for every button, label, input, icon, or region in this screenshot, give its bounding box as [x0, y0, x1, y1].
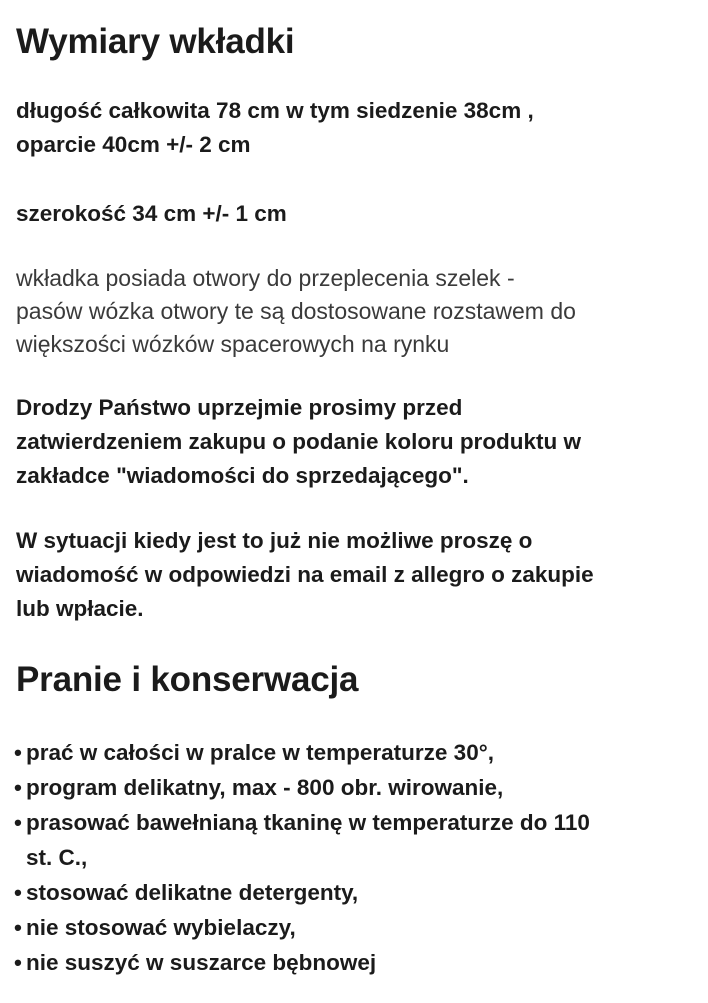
list-item [16, 770, 590, 805]
color-request-paragraph [16, 391, 581, 493]
holes-paragraph [16, 262, 576, 361]
text-line: zakładce "wiadomości do sprzedającego". [16, 463, 469, 488]
list-item [16, 735, 590, 770]
bullet-icon: • [14, 915, 22, 940]
list-item [16, 805, 590, 875]
list-item-text: program delikatny, max - 800 obr. wirowanie, [26, 775, 504, 800]
text-line: pasów wózka otwory te są dostosowane rozstawem do [16, 298, 576, 324]
text-line: oparcie 40cm +/- 2 cm [16, 132, 251, 157]
list-item-continuation: st. C., [26, 845, 88, 870]
text-line: większości wózków spacerowych na rynku [16, 331, 450, 357]
text-line: szerokość 34 cm +/- 1 cm [16, 201, 287, 226]
list-item-text: stosować delikatne detergenty, [26, 880, 359, 905]
text-line: lub wpłacie. [16, 596, 144, 621]
care-instructions-list [16, 735, 590, 980]
list-item [16, 875, 590, 910]
list-item-text: prasować bawełnianą tkaninę w temperaturze do 110 [26, 810, 590, 835]
text-line: długość całkowita 78 cm w tym siedzenie 38cm , [16, 98, 534, 123]
list-item-text: prać w całości w pralce w temperaturze 30°, [26, 740, 494, 765]
text-line: W sytuacji kiedy jest to już nie możliwe proszę o [16, 528, 533, 553]
list-item-text: nie suszyć w suszarce bębnowej [26, 950, 377, 975]
list-item [16, 945, 590, 980]
bullet-icon: • [14, 740, 22, 765]
bullet-icon: • [14, 950, 22, 975]
bullet-icon: • [14, 880, 22, 905]
bullet-icon: • [14, 775, 22, 800]
text-line: Drodzy Państwo uprzejmie prosimy przed [16, 395, 463, 420]
text-line: zatwierdzeniem zakupu o podanie koloru produktu w [16, 429, 582, 454]
list-item [16, 910, 590, 945]
text-line: wkładka posiada otwory do przeplecenia szelek - [16, 265, 515, 291]
section-heading-dimensions: Wymiary wkładki [16, 22, 295, 61]
section-heading-care: Pranie i konserwacja [16, 660, 359, 699]
bullet-icon: • [14, 810, 22, 835]
list-item-text: nie stosować wybielaczy, [26, 915, 296, 940]
width-paragraph [16, 197, 287, 231]
text-line: wiadomość w odpowiedzi na email z allegro o zakupie [16, 562, 594, 587]
length-paragraph [16, 94, 534, 162]
fallback-paragraph [16, 524, 594, 626]
